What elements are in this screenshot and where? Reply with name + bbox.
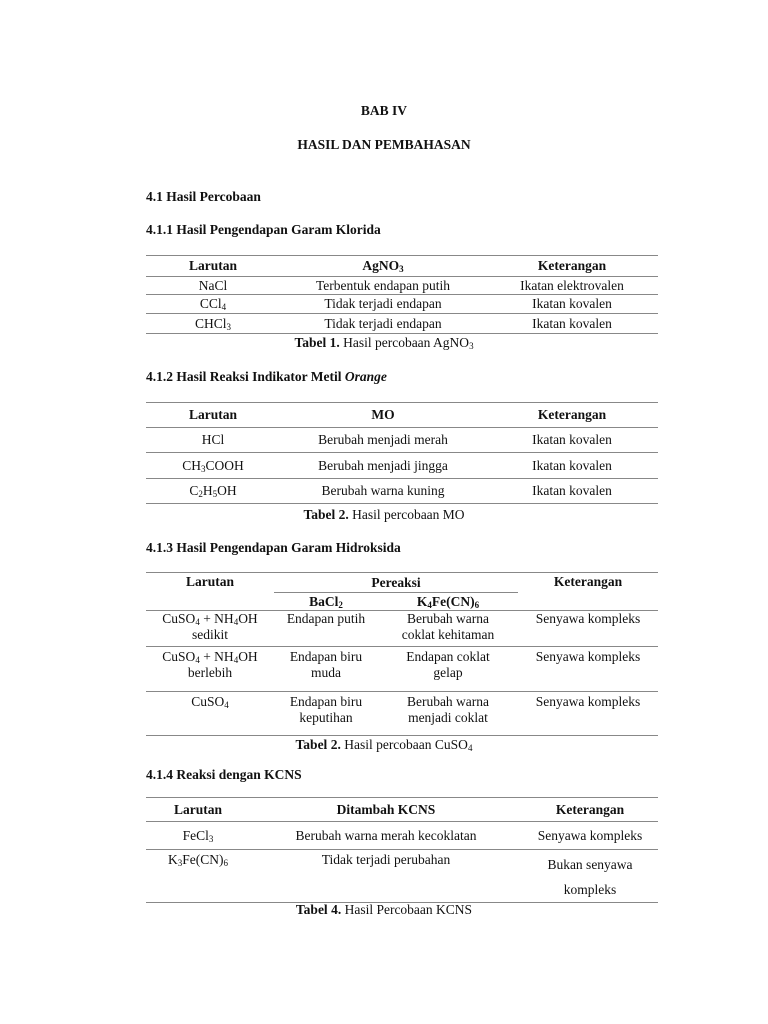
table-cell: Ikatan kovalen: [532, 457, 612, 473]
table-cell: Terbentuk endapan putih: [315, 277, 450, 293]
table-caption: Tabel 1. Hasil percobaan AgNO$_3$: [294, 335, 474, 351]
column-subheader: BaCl$_2$: [309, 593, 343, 610]
subsection-heading-4-1-4: 4.1.4 Reaksi dengan KCNS: [146, 767, 302, 782]
table-caption: Tabel 2. Hasil percobaan CuSO$_4$: [295, 737, 473, 753]
table-cell: NaCl: [198, 277, 228, 293]
column-header: MO: [371, 407, 395, 422]
table-row: [146, 647, 658, 692]
column-header: Keterangan: [537, 258, 607, 273]
table-cell: $C_2H_5OH$: [189, 483, 237, 499]
table-row: [146, 822, 658, 850]
table-cell: CuSO$_4$ + $NH_4OH$ sedikit: [162, 611, 258, 642]
table-cell: Tidak terjadi endapan: [324, 315, 442, 331]
table-row: [146, 428, 658, 453]
table-cell: Berubah warna coklat kehitaman: [401, 611, 495, 642]
table-cell: Ikatan kovalen: [532, 432, 612, 447]
table-row: [146, 314, 658, 334]
table-cell: Ikatan kovalen: [532, 296, 612, 311]
table-cell: Tidak terjadi perubahan: [321, 852, 451, 867]
table-cell: Berubah warna merah kecoklatan: [295, 827, 477, 843]
column-header: Ditambah KCNS: [336, 801, 436, 817]
subsection-heading-4-1-2: 4.1.2 Hasil Reaksi Indikator Metil Orange: [146, 369, 387, 384]
column-header: Larutan: [188, 258, 237, 273]
table-caption: Tabel 4. Hasil Percobaan KCNS: [295, 902, 473, 917]
table-cell: CuSO$_4$: [191, 694, 229, 710]
table-cell: CCl$_4$: [199, 296, 227, 312]
table-cell: Berubah warna kuning: [321, 483, 445, 498]
column-header: Larutan: [188, 407, 237, 422]
column-header: Larutan: [146, 573, 274, 611]
column-header: AgNO$_3$: [362, 258, 404, 274]
table-cell: Berubah warna menjadi coklat: [406, 694, 490, 725]
table-row: [146, 277, 658, 295]
table-cell: Senyawa kompleks: [537, 827, 643, 843]
table-cell: Senyawa kompleks: [535, 649, 641, 664]
chapter-number: BAB IV: [360, 103, 408, 118]
table-caption: Tabel 2. Hasil percobaan MO: [303, 507, 465, 522]
section-heading: 4.1 Hasil Percobaan: [146, 189, 261, 204]
column-header: Keterangan: [518, 573, 658, 611]
table-cell: CuSO$_4$ + $NH_4OH$ berlebih: [162, 649, 258, 680]
column-header: Larutan: [173, 801, 222, 817]
table-cell: Berubah menjadi merah: [318, 432, 448, 447]
table-cell: Ikatan kovalen: [532, 483, 612, 498]
table-cell: Senyawa kompleks: [535, 694, 641, 709]
table-row: [146, 453, 658, 479]
table-cell: $K_3Fe(CN)_6$: [168, 852, 228, 868]
table-cell: FeCl$_3$: [182, 827, 214, 844]
table-cell: Tidak terjadi endapan: [324, 296, 442, 311]
column-header: Keterangan: [537, 407, 607, 422]
column-header: Keterangan: [555, 801, 625, 817]
table-cell: Bukan senyawa kompleks: [547, 857, 633, 897]
table-reaksi-kcns: [146, 797, 658, 903]
table-row: [146, 611, 658, 647]
column-header: Pereaksi: [274, 573, 518, 593]
table-row: [146, 479, 658, 504]
table-cell: Senyawa kompleks: [535, 611, 641, 626]
table-cell: Endapan putih: [286, 611, 366, 626]
column-subheader: $K_4Fe(CN)_6$: [416, 593, 480, 610]
table-indikator-metil-orange: [146, 402, 658, 504]
table-row: [146, 295, 658, 314]
table-cell: Endapan coklat gelap: [406, 649, 490, 680]
table-cell: Ikatan kovalen: [532, 315, 612, 331]
table-row: [146, 850, 658, 903]
chapter-title: HASIL DAN PEMBAHASAN: [297, 137, 471, 152]
subsection-heading-4-1-3: 4.1.3 Hasil Pengendapan Garam Hidroksida: [146, 540, 401, 555]
table-cell: Berubah menjadi jingga: [318, 457, 448, 473]
subsection-heading-4-1-1: 4.1.1 Hasil Pengendapan Garam Klorida: [146, 222, 381, 237]
table-garam-hidroksida: [146, 572, 658, 736]
table-cell: Endapan biru keputihan: [289, 694, 363, 725]
table-cell: CHCl$_3$: [194, 315, 231, 332]
table-garam-klorida: [146, 255, 658, 334]
table-cell: $CH_3COOH$: [182, 457, 244, 474]
table-row: [146, 692, 658, 736]
table-cell: HCl: [201, 432, 225, 447]
table-cell: Endapan biru muda: [289, 649, 363, 680]
table-cell: Ikatan elektrovalen: [520, 277, 624, 293]
